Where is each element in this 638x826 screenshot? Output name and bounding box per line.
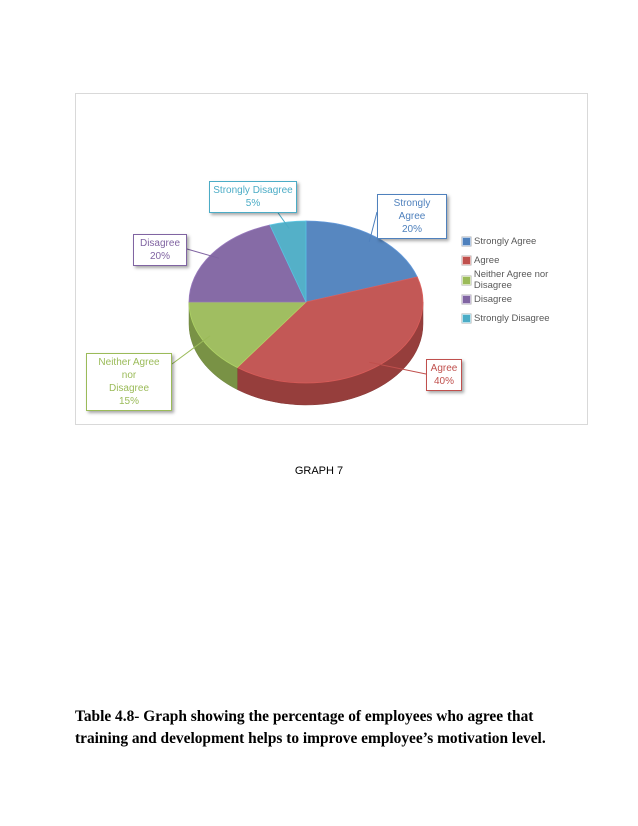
- legend-item-disagree: Disagree: [462, 290, 587, 309]
- legend-item-agree: Agree: [462, 251, 587, 270]
- data-label-agree: Agree 40%: [426, 359, 462, 391]
- legend-swatch: [462, 314, 471, 323]
- legend: [462, 232, 587, 328]
- legend-swatch: [462, 295, 471, 304]
- data-label-strongly-agree: Strongly Agree 20%: [377, 194, 447, 239]
- pie-group: [189, 221, 423, 405]
- legend-item-neither: Neither Agree nor Disagree: [462, 271, 587, 290]
- caption-line-2: training and development helps to improve employee’s motivation level.: [75, 730, 546, 747]
- legend-item-strongly-disagree: Strongly Disagree: [462, 309, 587, 328]
- chart-frame: [75, 93, 588, 425]
- data-label-disagree: Disagree 20%: [133, 234, 187, 266]
- legend-swatch: [462, 276, 471, 285]
- graph-label: GRAPH 7: [294, 465, 344, 477]
- legend-item-strongly-agree: Strongly Agree: [462, 232, 587, 251]
- data-label-strongly-disagree: Strongly Disagree 5%: [209, 181, 297, 213]
- data-label-neither: Neither Agree nor Disagree 15%: [86, 353, 172, 411]
- table-caption: [75, 706, 595, 750]
- caption-line-1: Table 4.8- Graph showing the percentage of employees who agree that: [75, 708, 534, 725]
- legend-swatch: [462, 256, 471, 265]
- legend-swatch: [462, 237, 471, 246]
